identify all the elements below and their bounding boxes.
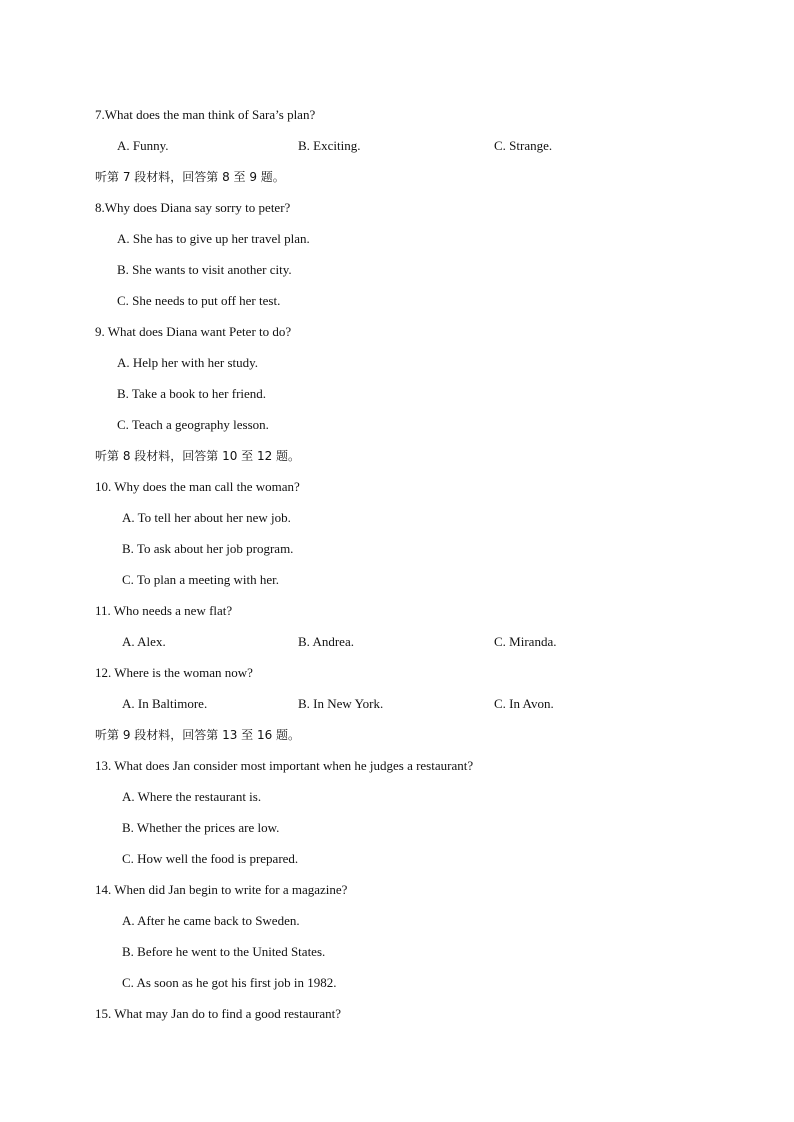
question-7: 7.What does the man think of Sara’s plan? — [95, 107, 316, 122]
q12-option-a: A. In Baltimore. — [122, 696, 208, 711]
q13-option-a: A. Where the restaurant is. — [122, 789, 262, 804]
q7-option-a: A. Funny. — [117, 138, 169, 153]
question-10: 10. Why does the man call the woman? — [95, 479, 300, 494]
q10-option-b: B. To ask about her job program. — [122, 541, 294, 556]
section-9-instruction: 听第 9 段材料，回答第 13 至 16 题。 — [95, 728, 301, 742]
question-15: 15. What may Jan do to find a good restaurant? — [95, 1006, 341, 1021]
q8-option-c: C. She needs to put off her test. — [117, 293, 281, 308]
q13-option-b: B. Whether the prices are low. — [122, 820, 280, 835]
q12-option-b: B. In New York. — [298, 696, 384, 711]
q10-option-c: C. To plan a meeting with her. — [122, 572, 279, 587]
q9-option-b: B. Take a book to her friend. — [117, 386, 267, 401]
q7-option-c: C. Strange. — [494, 138, 553, 153]
question-13: 13. What does Jan consider most important when he judges a restaurant? — [95, 758, 474, 773]
q14-option-b: B. Before he went to the United States. — [122, 944, 326, 959]
q7-option-b: B. Exciting. — [298, 138, 361, 153]
q14-option-a: A. After he came back to Sweden. — [122, 913, 300, 928]
section-7-instruction: 听第 7 段材料，回答第 8 至 9 题。 — [95, 170, 285, 184]
q11-option-a: A. Alex. — [122, 634, 166, 649]
q14-option-c: C. As soon as he got his first job in 1982. — [122, 975, 337, 990]
q9-option-a: A. Help her with her study. — [117, 355, 259, 370]
section-8-instruction: 听第 8 段材料，回答第 10 至 12 题。 — [95, 449, 301, 463]
q11-option-c: C. Miranda. — [494, 634, 557, 649]
question-8: 8.Why does Diana say sorry to peter? — [95, 200, 291, 215]
q11-option-b: B. Andrea. — [298, 634, 354, 649]
question-12: 12. Where is the woman now? — [95, 665, 253, 680]
q12-option-c: C. In Avon. — [494, 696, 554, 711]
q8-option-a: A. She has to give up her travel plan. — [117, 231, 310, 246]
question-9: 9. What does Diana want Peter to do? — [95, 324, 292, 339]
q10-option-a: A. To tell her about her new job. — [122, 510, 291, 525]
question-14: 14. When did Jan begin to write for a magazine? — [95, 882, 348, 897]
question-11: 11. Who needs a new flat? — [95, 603, 233, 618]
q8-option-b: B. She wants to visit another city. — [117, 262, 292, 277]
q9-option-c: C. Teach a geography lesson. — [117, 417, 269, 432]
q13-option-c: C. How well the food is prepared. — [122, 851, 299, 866]
